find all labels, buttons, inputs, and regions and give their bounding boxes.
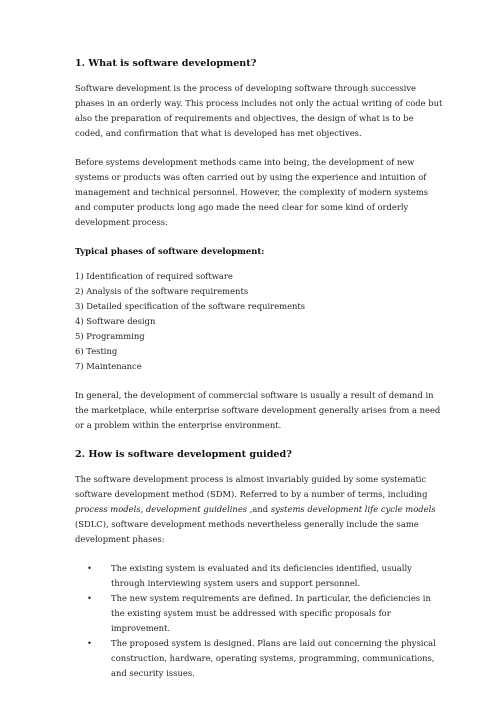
- term-sdlc-models: systems development life cycle models: [270, 504, 436, 514]
- paragraph: Before systems development methods came into being, the development of new systems or products was often carried out by using the experience and intuition of management and technical personnel. However, the complexity of modern systems and computer products long ago made the need clear for some kind of orderly development process.: [75, 157, 429, 227]
- paragraph: In general, the development of commercial software is usually a result of demand in the marketplace, while enterprise software development generally arises from a need or a problem within the enterprise environment.: [75, 390, 441, 430]
- phases-heading: Typical phases of software development:: [75, 246, 265, 256]
- list-item: 3) Detailed specification of the software requirements: [75, 301, 306, 311]
- section-how-is-software-development-guided: [75, 447, 444, 681]
- term-process-models: process models: [75, 504, 141, 514]
- paragraph: Software development is the process of developing software through successive phases in an orderly way. This process includes not only the actual writing of code but also the preparation of requirements and objectives, the design of what is to be coded, and confirmation that what is developed has met objectives.: [75, 83, 443, 138]
- list-item: 7) Maintenance: [75, 361, 142, 371]
- text-run: (SDLC), software development methods nevertheless generally include the same development phases:: [75, 519, 419, 544]
- list-item: 5) Programming: [75, 331, 145, 341]
- bullet-item: • The new system requirements are defined. In particular, the deficiencies in the existing system must be addressed with specific proposals for improvement.: [87, 591, 444, 636]
- text-run: ,: [140, 504, 146, 514]
- text-run: The software development process is almost invariably guided by some systematic software development method (SDM). Referred to by a number of terms, including: [75, 474, 428, 499]
- section-what-is-software-development: [75, 56, 444, 433]
- phases-list: [75, 269, 444, 374]
- section-heading: 1. What is software development?: [75, 58, 257, 69]
- text-run: ,and: [247, 504, 271, 514]
- list-item: 6) Testing: [75, 346, 118, 356]
- list-item: 2) Analysis of the software requirements: [75, 286, 249, 296]
- list-item: 1) Identification of required software: [75, 271, 233, 281]
- bullet-item: • The existing system is evaluated and its deficiencies identified, usually through interviewing system users and support personnel.: [87, 561, 444, 591]
- paragraph: [75, 472, 444, 547]
- section-heading: 2. How is software development guided?: [75, 449, 292, 460]
- bullet-item: • The proposed system is designed. Plans are laid out concerning the physical construction, hardware, operating systems, programming, communications, and security issues.: [87, 636, 444, 681]
- list-item: 4) Software design: [75, 316, 156, 326]
- term-development-guidelines: development guidelines: [145, 504, 248, 514]
- phases-bullet-list: [75, 561, 444, 681]
